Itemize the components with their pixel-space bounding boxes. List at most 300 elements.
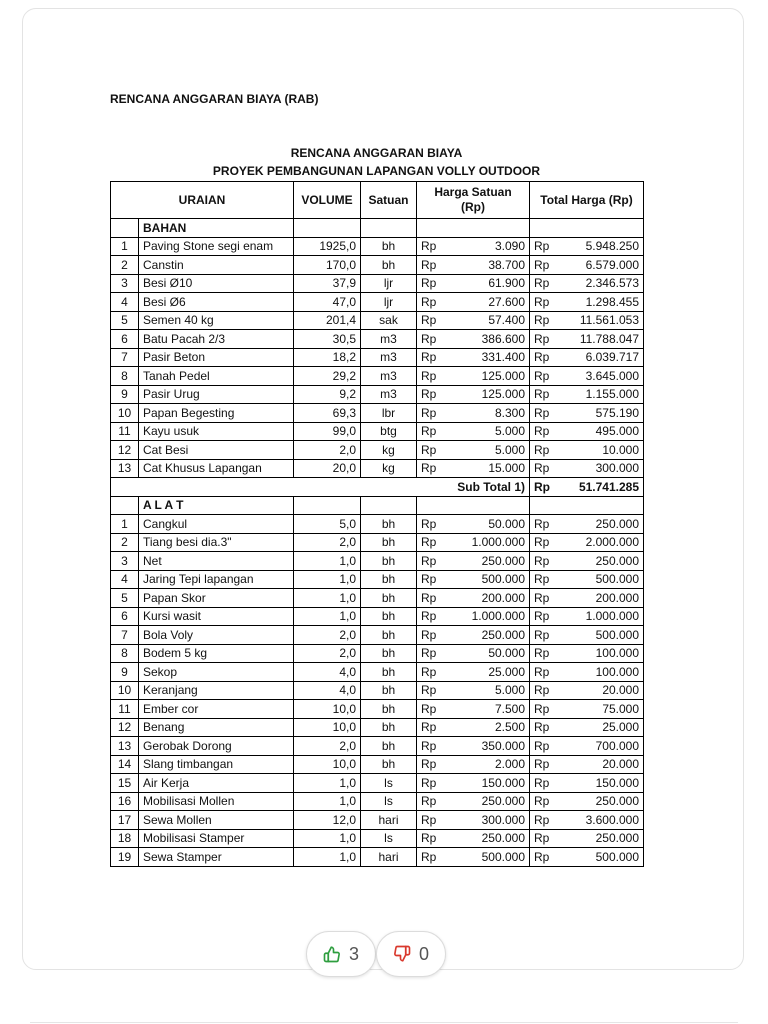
unit-price: 50.000 <box>488 516 526 531</box>
table-row <box>111 663 644 682</box>
table-row <box>111 700 644 719</box>
currency-label: Rp <box>534 812 550 827</box>
unit-price-cell <box>417 589 530 608</box>
table-row <box>111 330 644 349</box>
total-price-cell <box>530 589 644 608</box>
item-name: Besi Ø10 <box>139 274 294 293</box>
item-unit: ljr <box>361 293 417 312</box>
unit-price-cell <box>417 274 530 293</box>
item-unit: btg <box>361 422 417 441</box>
currency-label: Rp <box>534 387 550 402</box>
currency-label: Rp <box>534 313 550 328</box>
currency-label: Rp <box>534 627 550 642</box>
currency-label: Rp <box>534 572 550 587</box>
total-price-cell <box>530 792 644 811</box>
total-price: 11.788.047 <box>579 331 640 346</box>
currency-label: Rp <box>534 664 550 679</box>
item-name: Net <box>139 552 294 571</box>
row-number: 13 <box>111 459 139 478</box>
item-unit: hari <box>361 811 417 830</box>
total-price-cell <box>530 811 644 830</box>
item-unit: m3 <box>361 385 417 404</box>
unit-price-cell <box>417 348 530 367</box>
currency-label: Rp <box>534 516 550 531</box>
total-price-cell <box>530 737 644 756</box>
currency-label: Rp <box>421 720 437 735</box>
currency-label: Rp <box>421 701 437 716</box>
currency-label: Rp <box>421 461 437 476</box>
item-unit: hari <box>361 848 417 867</box>
like-button[interactable] <box>306 931 376 977</box>
row-number: 2 <box>111 256 139 275</box>
currency-label: Rp <box>534 794 550 809</box>
item-volume: 2,0 <box>294 441 361 460</box>
currency-label: Rp <box>534 646 550 661</box>
currency-label: Rp <box>421 368 437 383</box>
total-price: 3.600.000 <box>585 812 640 827</box>
unit-price: 5.000 <box>494 424 526 439</box>
table-row <box>111 774 644 793</box>
currency-label: Rp <box>421 794 437 809</box>
item-unit: lbr <box>361 404 417 423</box>
total-price-cell <box>530 293 644 312</box>
item-unit: ljr <box>361 274 417 293</box>
unit-price: 250.000 <box>481 831 526 846</box>
currency-label: Rp <box>534 424 550 439</box>
item-unit: ls <box>361 774 417 793</box>
unit-price-cell <box>417 552 530 571</box>
total-price: 150.000 <box>595 775 640 790</box>
item-unit: bh <box>361 237 417 256</box>
row-number: 10 <box>111 404 139 423</box>
table-row <box>111 681 644 700</box>
unit-price: 7.500 <box>494 701 526 716</box>
table-row <box>111 570 644 589</box>
unit-price: 2.500 <box>494 720 526 735</box>
row-number: 11 <box>111 422 139 441</box>
currency-label: Rp <box>534 720 550 735</box>
total-price-cell <box>530 700 644 719</box>
row-number: 8 <box>111 367 139 386</box>
currency-label: Rp <box>534 479 551 494</box>
currency-label: Rp <box>534 294 550 309</box>
row-number: 13 <box>111 737 139 756</box>
currency-label: Rp <box>534 239 550 254</box>
unit-price-cell <box>417 404 530 423</box>
currency-label: Rp <box>534 590 550 605</box>
table-row <box>111 293 644 312</box>
currency-label: Rp <box>421 553 437 568</box>
currency-label: Rp <box>421 294 437 309</box>
item-volume: 20,0 <box>294 459 361 478</box>
item-unit: sak <box>361 311 417 330</box>
row-number: 12 <box>111 441 139 460</box>
row-number: 1 <box>111 237 139 256</box>
item-name: Kursi wasit <box>139 607 294 626</box>
item-name: Pasir Urug <box>139 385 294 404</box>
unit-price: 50.000 <box>488 646 526 661</box>
unit-price: 200.000 <box>481 590 526 605</box>
table-row <box>111 644 644 663</box>
unit-price: 331.400 <box>481 350 526 365</box>
total-price-cell <box>530 330 644 349</box>
item-name: Bola Voly <box>139 626 294 645</box>
table-row <box>111 533 644 552</box>
item-volume: 2,0 <box>294 737 361 756</box>
item-name: Sewa Mollen <box>139 811 294 830</box>
unit-price: 500.000 <box>481 849 526 864</box>
currency-label: Rp <box>421 590 437 605</box>
currency-label: Rp <box>534 350 550 365</box>
total-price: 2.346.573 <box>585 276 640 291</box>
unit-price: 2.000 <box>494 757 526 772</box>
currency-label: Rp <box>421 831 437 846</box>
table-row <box>111 348 644 367</box>
total-price-cell <box>530 256 644 275</box>
currency-label: Rp <box>421 276 437 291</box>
item-name: Papan Begesting <box>139 404 294 423</box>
total-price-cell <box>530 441 644 460</box>
row-number: 3 <box>111 552 139 571</box>
currency-label: Rp <box>534 849 550 864</box>
total-price: 500.000 <box>595 849 640 864</box>
total-price-cell <box>530 348 644 367</box>
row-number: 17 <box>111 811 139 830</box>
total-price: 20.000 <box>602 757 640 772</box>
total-price: 700.000 <box>595 738 640 753</box>
total-price: 500.000 <box>595 572 640 587</box>
item-volume: 2,0 <box>294 533 361 552</box>
unit-price: 1.000.000 <box>471 535 526 550</box>
unit-price-cell <box>417 607 530 626</box>
total-price: 11.561.053 <box>579 313 640 328</box>
unit-price-cell <box>417 755 530 774</box>
item-unit: bh <box>361 737 417 756</box>
currency-label: Rp <box>421 331 437 346</box>
header-volume: VOLUME <box>294 182 361 219</box>
currency-label: Rp <box>421 405 437 420</box>
item-name: Canstin <box>139 256 294 275</box>
item-volume: 2,0 <box>294 626 361 645</box>
row-number: 3 <box>111 274 139 293</box>
currency-label: Rp <box>421 609 437 624</box>
unit-price-cell <box>417 626 530 645</box>
unit-price: 15.000 <box>488 461 526 476</box>
item-name: Pasir Beton <box>139 348 294 367</box>
item-name: Gerobak Dorong <box>139 737 294 756</box>
unit-price: 5.000 <box>494 442 526 457</box>
unit-price-cell <box>417 829 530 848</box>
total-price: 6.579.000 <box>585 257 640 272</box>
currency-label: Rp <box>421 627 437 642</box>
item-name: Batu Pacah 2/3 <box>139 330 294 349</box>
section-label: BAHAN <box>139 219 294 238</box>
total-price: 100.000 <box>595 664 640 679</box>
item-unit: bh <box>361 681 417 700</box>
total-price: 1.155.000 <box>585 387 640 402</box>
currency-label: Rp <box>421 664 437 679</box>
row-number: 15 <box>111 774 139 793</box>
table-row <box>111 422 644 441</box>
unit-price: 38.700 <box>488 257 526 272</box>
total-price: 3.645.000 <box>585 368 640 383</box>
budget-table <box>110 181 644 867</box>
item-name: Mobilisasi Mollen <box>139 792 294 811</box>
unit-price: 5.000 <box>494 683 526 698</box>
row-number: 5 <box>111 589 139 608</box>
item-name: Jaring Tepi lapangan <box>139 570 294 589</box>
table-row <box>111 607 644 626</box>
row-number: 8 <box>111 644 139 663</box>
item-volume: 10,0 <box>294 718 361 737</box>
table-row <box>111 848 644 867</box>
item-unit: m3 <box>361 330 417 349</box>
total-price-cell <box>530 274 644 293</box>
total-price-cell <box>530 385 644 404</box>
row-number: 7 <box>111 348 139 367</box>
unit-price: 57.400 <box>488 313 526 328</box>
header-satuan: Satuan <box>361 182 417 219</box>
total-price-cell <box>530 644 644 663</box>
total-price-cell <box>530 626 644 645</box>
table-row <box>111 626 644 645</box>
unit-price: 25.000 <box>488 664 526 679</box>
currency-label: Rp <box>421 849 437 864</box>
item-volume: 1925,0 <box>294 237 361 256</box>
total-price: 25.000 <box>602 720 640 735</box>
page-divider <box>30 1022 738 1023</box>
item-name: Mobilisasi Stamper <box>139 829 294 848</box>
item-name: Tiang besi dia.3" <box>139 533 294 552</box>
table-row <box>111 237 644 256</box>
currency-label: Rp <box>534 701 550 716</box>
currency-label: Rp <box>534 757 550 772</box>
total-price-cell <box>530 570 644 589</box>
item-unit: bh <box>361 755 417 774</box>
row-number: 2 <box>111 533 139 552</box>
total-price-cell <box>530 367 644 386</box>
total-price-cell <box>530 829 644 848</box>
item-name: Bodem 5 kg <box>139 644 294 663</box>
item-volume: 9,2 <box>294 385 361 404</box>
total-price-cell <box>530 404 644 423</box>
table-row <box>111 737 644 756</box>
table-row <box>111 829 644 848</box>
unit-price: 250.000 <box>481 794 526 809</box>
total-price: 1.000.000 <box>585 609 640 624</box>
subtotal-row <box>111 478 644 497</box>
dislike-button[interactable] <box>376 931 446 977</box>
unit-price: 250.000 <box>481 553 526 568</box>
item-unit: bh <box>361 515 417 534</box>
unit-price-cell <box>417 848 530 867</box>
table-row <box>111 811 644 830</box>
unit-price-cell <box>417 237 530 256</box>
row-number: 1 <box>111 515 139 534</box>
total-price: 250.000 <box>595 553 640 568</box>
currency-label: Rp <box>421 387 437 402</box>
item-unit: bh <box>361 644 417 663</box>
currency-label: Rp <box>534 276 550 291</box>
table-row <box>111 552 644 571</box>
row-number: 19 <box>111 848 139 867</box>
row-number: 4 <box>111 293 139 312</box>
item-name: Papan Skor <box>139 589 294 608</box>
unit-price-cell <box>417 737 530 756</box>
subtotal-cell <box>530 478 644 497</box>
unit-price-cell <box>417 644 530 663</box>
item-unit: bh <box>361 533 417 552</box>
currency-label: Rp <box>421 424 437 439</box>
item-unit: bh <box>361 718 417 737</box>
unit-price-cell <box>417 330 530 349</box>
header-uraian: URAIAN <box>111 182 294 219</box>
total-price-cell <box>530 422 644 441</box>
row-number: 18 <box>111 829 139 848</box>
currency-label: Rp <box>421 535 437 550</box>
total-price: 10.000 <box>602 442 640 457</box>
section-header-bahan <box>111 219 644 238</box>
header-total-harga: Total Harga (Rp) <box>530 182 644 219</box>
unit-price: 500.000 <box>481 572 526 587</box>
total-price: 75.000 <box>602 701 640 716</box>
unit-price-cell <box>417 570 530 589</box>
unit-price: 3.090 <box>494 239 526 254</box>
currency-label: Rp <box>421 775 437 790</box>
item-name: Cat Besi <box>139 441 294 460</box>
section-header-alat <box>111 496 644 515</box>
total-price: 1.298.455 <box>585 294 640 309</box>
item-volume: 4,0 <box>294 663 361 682</box>
item-volume: 201,4 <box>294 311 361 330</box>
item-volume: 30,5 <box>294 330 361 349</box>
table-row <box>111 274 644 293</box>
unit-price: 150.000 <box>481 775 526 790</box>
item-unit: bh <box>361 607 417 626</box>
currency-label: Rp <box>534 368 550 383</box>
unit-price-cell <box>417 792 530 811</box>
subtotal-value: 51.741.285 <box>578 479 640 494</box>
table-row <box>111 515 644 534</box>
table-row <box>111 589 644 608</box>
item-volume: 10,0 <box>294 700 361 719</box>
unit-price: 125.000 <box>481 387 526 402</box>
currency-label: Rp <box>421 350 437 365</box>
total-price: 6.039.717 <box>585 350 640 365</box>
item-volume: 1,0 <box>294 552 361 571</box>
item-name: Slang timbangan <box>139 755 294 774</box>
unit-price-cell <box>417 681 530 700</box>
item-volume: 1,0 <box>294 792 361 811</box>
item-name: Paving Stone segi enam <box>139 237 294 256</box>
row-number: 5 <box>111 311 139 330</box>
row-number: 14 <box>111 755 139 774</box>
currency-label: Rp <box>421 313 437 328</box>
currency-label: Rp <box>534 609 550 624</box>
row-number: 11 <box>111 700 139 719</box>
unit-price-cell <box>417 811 530 830</box>
unit-price-cell <box>417 385 530 404</box>
item-volume: 1,0 <box>294 848 361 867</box>
row-number: 10 <box>111 681 139 700</box>
table-row <box>111 792 644 811</box>
thumbs-up-icon <box>323 945 341 963</box>
unit-price-cell <box>417 459 530 478</box>
currency-label: Rp <box>421 572 437 587</box>
item-volume: 1,0 <box>294 774 361 793</box>
total-price-cell <box>530 681 644 700</box>
total-price-cell <box>530 237 644 256</box>
item-unit: bh <box>361 626 417 645</box>
table-row <box>111 755 644 774</box>
total-price-cell <box>530 311 644 330</box>
item-volume: 1,0 <box>294 829 361 848</box>
currency-label: Rp <box>534 442 550 457</box>
table-row <box>111 459 644 478</box>
unit-price: 350.000 <box>481 738 526 753</box>
item-name: Ember cor <box>139 700 294 719</box>
item-name: Sewa Stamper <box>139 848 294 867</box>
unit-price-cell <box>417 293 530 312</box>
item-name: Keranjang <box>139 681 294 700</box>
unit-price-cell <box>417 533 530 552</box>
unit-price: 27.600 <box>488 294 526 309</box>
currency-label: Rp <box>421 516 437 531</box>
item-name: Kayu usuk <box>139 422 294 441</box>
dislike-count: 0 <box>418 943 429 964</box>
table-row <box>111 367 644 386</box>
unit-price: 386.600 <box>481 331 526 346</box>
currency-label: Rp <box>421 646 437 661</box>
currency-label: Rp <box>421 239 437 254</box>
unit-price-cell <box>417 311 530 330</box>
item-unit: ls <box>361 792 417 811</box>
row-number: 16 <box>111 792 139 811</box>
currency-label: Rp <box>421 257 437 272</box>
item-name: Air Kerja <box>139 774 294 793</box>
item-volume: 69,3 <box>294 404 361 423</box>
item-volume: 1,0 <box>294 607 361 626</box>
item-volume: 10,0 <box>294 755 361 774</box>
unit-price-cell <box>417 441 530 460</box>
unit-price-cell <box>417 700 530 719</box>
table-subtitle: PROYEK PEMBANGUNAN LAPANGAN VOLLY OUTDOOR <box>212 164 541 178</box>
item-name: Tanah Pedel <box>139 367 294 386</box>
currency-label: Rp <box>534 461 550 476</box>
row-number: 6 <box>111 330 139 349</box>
currency-label: Rp <box>534 553 550 568</box>
item-volume: 5,0 <box>294 515 361 534</box>
subtotal-label: Sub Total 1) <box>111 478 530 497</box>
total-price-cell <box>530 848 644 867</box>
total-price: 250.000 <box>595 831 640 846</box>
row-number: 9 <box>111 663 139 682</box>
total-price: 250.000 <box>595 516 640 531</box>
item-name: Cangkul <box>139 515 294 534</box>
item-unit: kg <box>361 459 417 478</box>
thumbs-down-icon <box>393 945 411 963</box>
unit-price: 61.900 <box>488 276 526 291</box>
document-heading: RENCANA ANGGARAN BIAYA (RAB) <box>110 92 319 106</box>
item-volume: 29,2 <box>294 367 361 386</box>
like-count: 3 <box>348 943 359 964</box>
unit-price-cell <box>417 774 530 793</box>
currency-label: Rp <box>534 738 550 753</box>
table-title: RENCANA ANGGARAN BIAYA <box>290 146 463 160</box>
table-row <box>111 441 644 460</box>
item-volume: 18,2 <box>294 348 361 367</box>
total-price: 300.000 <box>595 461 640 476</box>
